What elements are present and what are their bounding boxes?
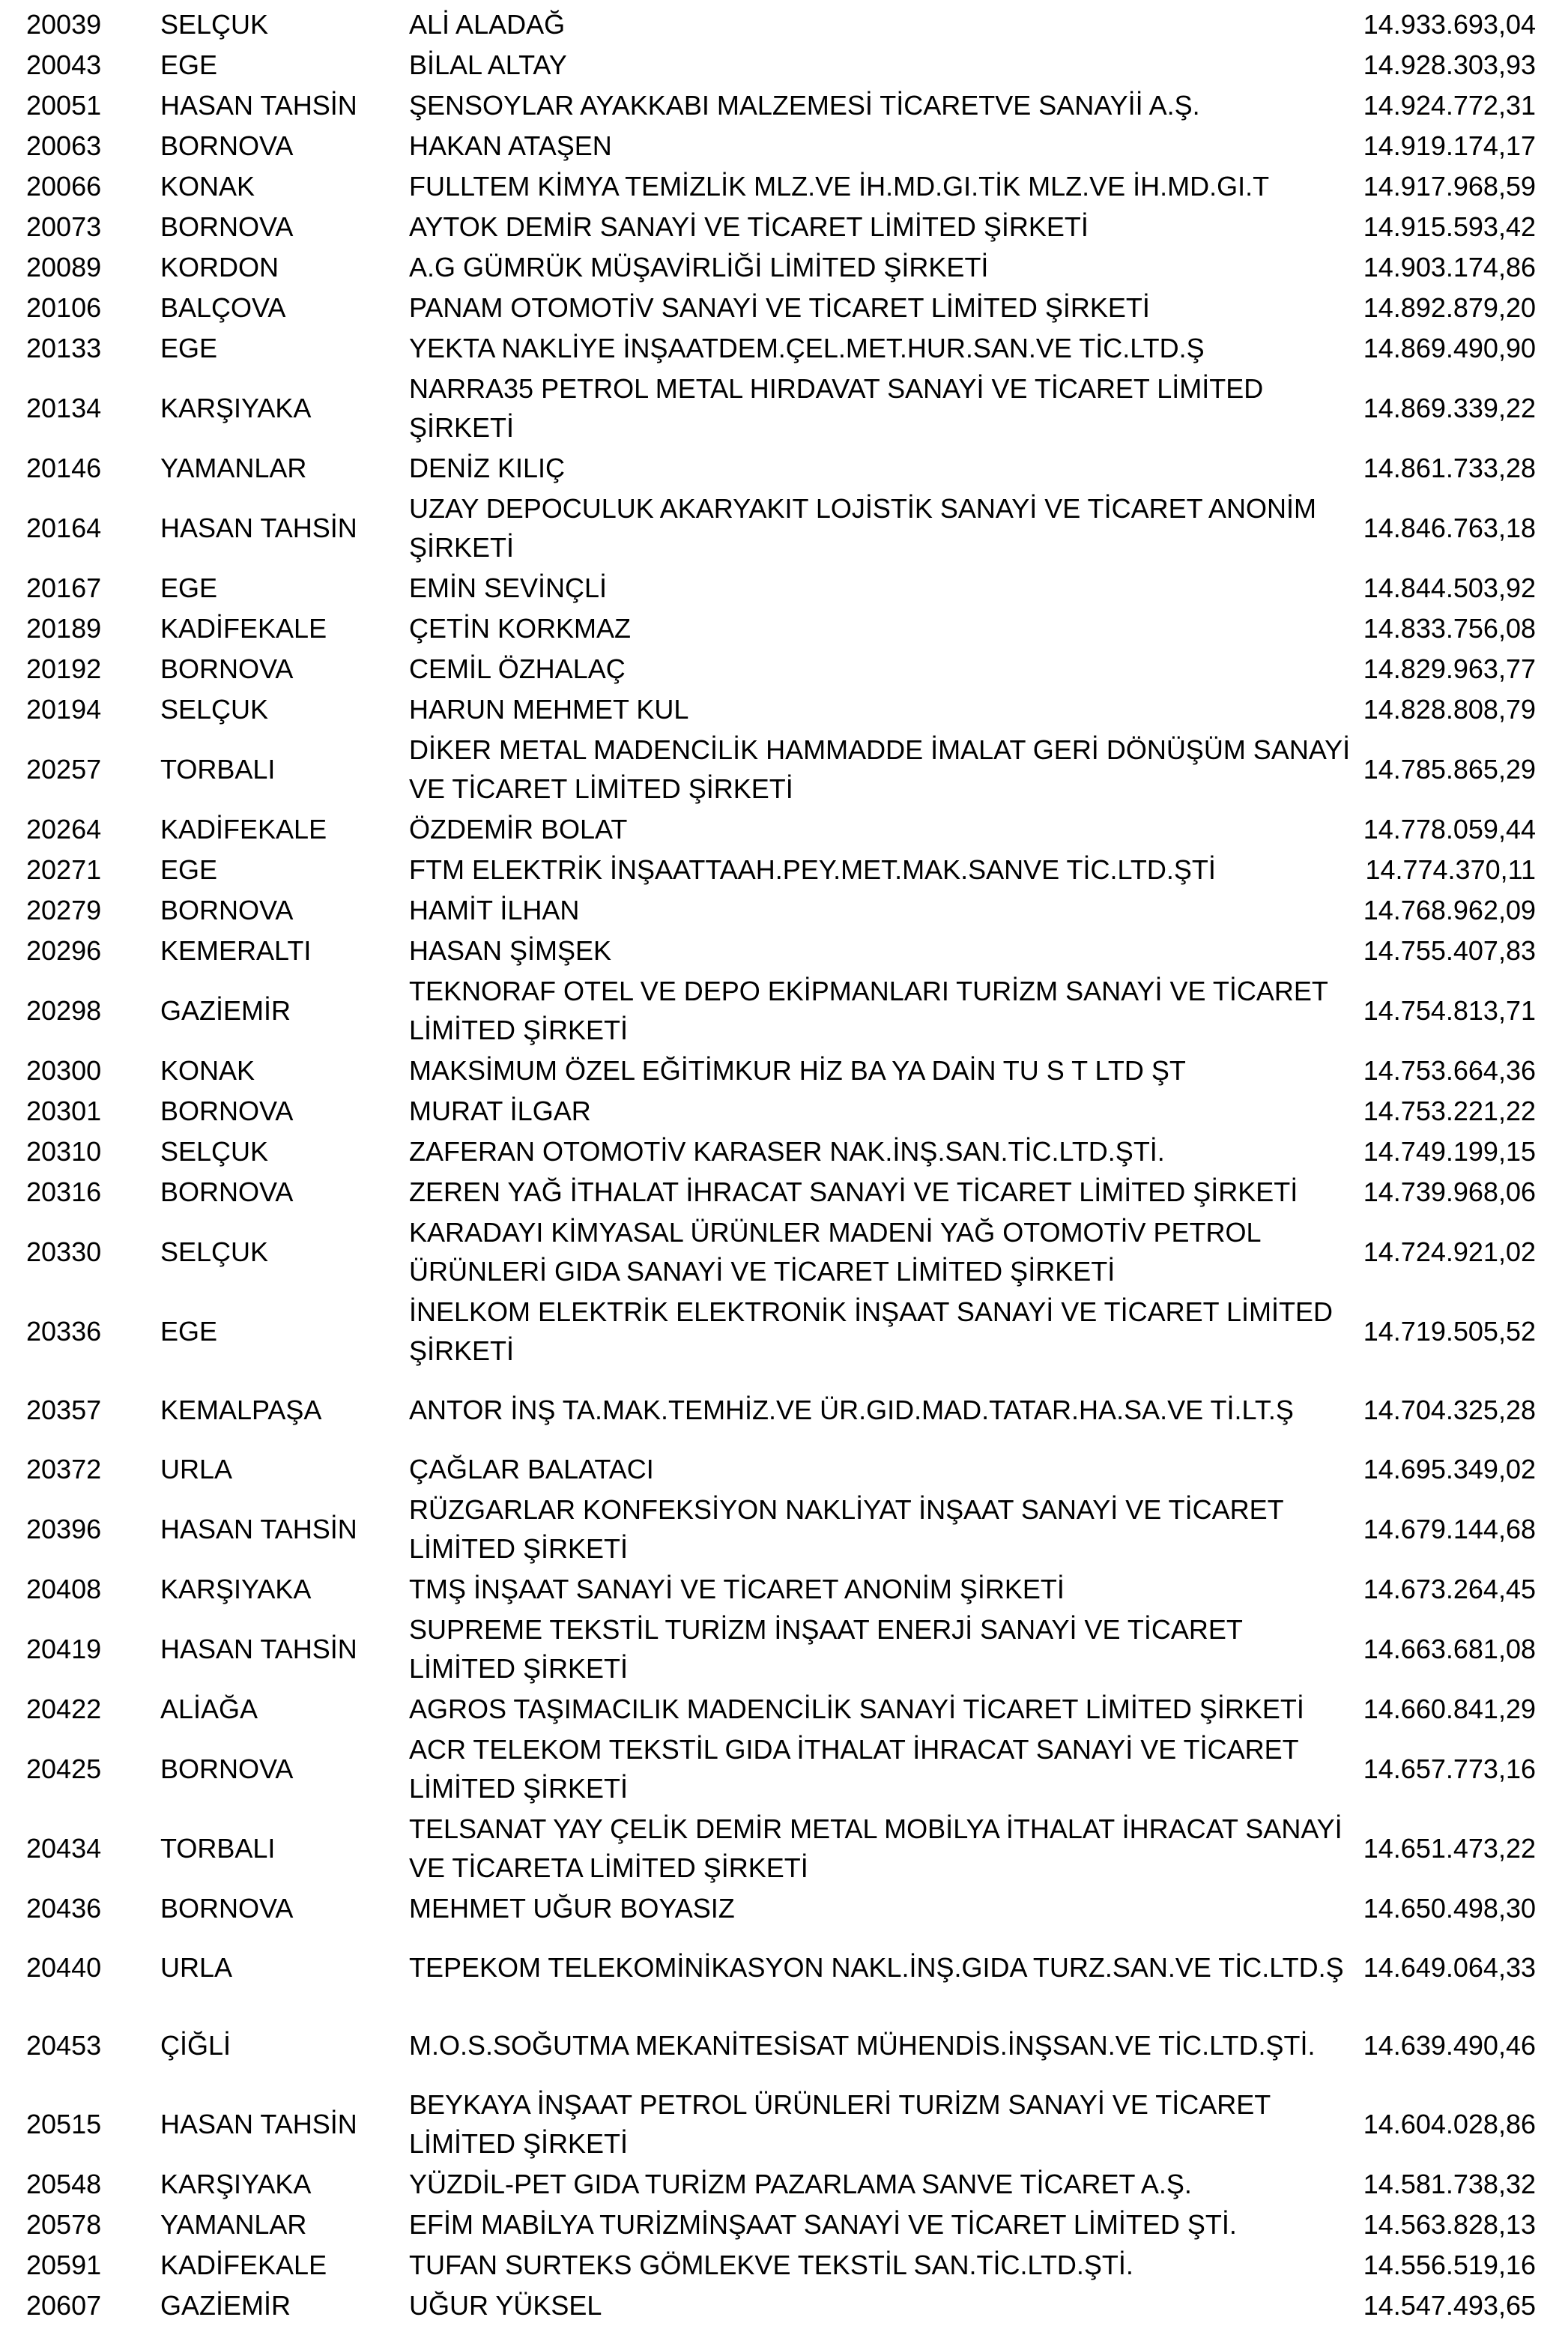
taxpayer-name-cell: ACR TELEKOM TEKSTİL GIDA İTHALAT İHRACAT SANAYİ VE TİCARET LİMİTED ŞİRKETİ xyxy=(409,1734,1298,1804)
taxpayer-name-cell: YEKTA NAKLİYE İNŞAATDEM.ÇEL.MET.HUR.SAN.VE TİC.LTD.Ş xyxy=(409,333,1205,363)
amount-cell: 14.724.921,02 xyxy=(1363,1236,1536,1267)
taxpayer-name-cell: TMŞ İNŞAAT SANAYİ VE TİCARET ANONİM ŞİRKETİ xyxy=(409,1574,1065,1604)
taxpayer-name-cell: HARUN MEHMET KUL xyxy=(409,694,689,725)
taxpayer-name-cell: MAKSİMUM ÖZEL EĞİTİMKUR HİZ BA YA DAİN TU S T LTD ŞT xyxy=(409,1055,1186,1086)
taxpayer-name-cell: FULLTEM KİMYA TEMİZLİK MLZ.VE İH.MD.GI.TİK MLZ.VE İH.MD.GI.T xyxy=(409,171,1270,202)
amount-cell: 14.753.664,36 xyxy=(1363,1055,1536,1086)
rank-cell: 20316 xyxy=(26,1176,102,1207)
taxpayer-name-cell: ÇAĞLAR BALATACI xyxy=(409,1454,654,1484)
amount-cell: 14.581.738,32 xyxy=(1363,2169,1536,2199)
amount-cell: 14.869.339,22 xyxy=(1363,393,1536,423)
table-row xyxy=(0,931,1568,971)
table-row xyxy=(0,1212,1568,1292)
table-row xyxy=(0,608,1568,649)
tax-office-cell: SELÇUK xyxy=(160,694,269,725)
taxpayer-name-cell: NARRA35 PETROL METAL HIRDAVAT SANAYİ VE TİCARET LİMİTED ŞİRKETİ xyxy=(409,373,1264,443)
taxpayer-name-cell: ANTOR İNŞ TA.MAK.TEMHİZ.VE ÜR.GID.MAD.TATAR.HA.SA.VE Tİ.LT.Ş xyxy=(409,1395,1294,1425)
rank-cell: 20194 xyxy=(26,694,102,725)
tax-office-cell: BORNOVA xyxy=(160,130,294,161)
table-row xyxy=(0,809,1568,850)
table-row xyxy=(0,2245,1568,2286)
taxpayer-name-cell: EMİN SEVİNÇLİ xyxy=(409,573,608,603)
amount-cell: 14.673.264,45 xyxy=(1363,1574,1536,1604)
rank-cell: 20422 xyxy=(26,1694,102,1724)
tax-office-cell: KADİFEKALE xyxy=(160,814,327,845)
rank-cell: 20357 xyxy=(26,1395,102,1425)
taxpayer-name-cell: CEMİL ÖZHALAÇ xyxy=(409,653,626,684)
table-row xyxy=(0,2007,1568,2085)
rank-cell: 20453 xyxy=(26,2030,102,2061)
table-row xyxy=(0,288,1568,328)
rank-cell: 20336 xyxy=(26,1316,102,1347)
tax-office-cell: SELÇUK xyxy=(160,1136,269,1167)
amount-cell: 14.753.221,22 xyxy=(1363,1096,1536,1126)
tax-office-cell: SELÇUK xyxy=(160,9,269,40)
amount-cell: 14.649.064,33 xyxy=(1363,1952,1536,1983)
taxpayer-name-cell: SUPREME TEKSTİL TURİZM İNŞAAT ENERJİ SANAYİ VE TİCARET LİMİTED ŞİRKETİ xyxy=(409,1614,1243,1684)
rank-cell: 20440 xyxy=(26,1952,102,1983)
table-row xyxy=(0,489,1568,568)
amount-cell: 14.903.174,86 xyxy=(1363,252,1536,283)
tax-office-cell: EGE xyxy=(160,1316,218,1347)
rank-cell: 20607 xyxy=(26,2290,102,2321)
taxpayer-name-cell: EFİM MABİLYA TURİZMİNŞAAT SANAYİ VE TİCARET LİMİTED ŞTİ. xyxy=(409,2209,1237,2240)
tax-office-cell: KONAK xyxy=(160,171,255,202)
rank-cell: 20425 xyxy=(26,1753,102,1784)
amount-cell: 14.695.349,02 xyxy=(1363,1454,1536,1484)
table-row xyxy=(0,1371,1568,1449)
amount-cell: 14.704.325,28 xyxy=(1363,1395,1536,1425)
amount-cell: 14.933.693,04 xyxy=(1363,9,1536,40)
amount-cell: 14.768.962,09 xyxy=(1363,895,1536,925)
table-row xyxy=(0,369,1568,448)
table-row xyxy=(0,2205,1568,2245)
table-row xyxy=(0,1172,1568,1212)
tax-office-cell: HASAN TAHSİN xyxy=(160,1514,357,1544)
table-row xyxy=(0,2164,1568,2205)
tax-office-cell: YAMANLAR xyxy=(160,453,307,483)
amount-cell: 14.869.490,90 xyxy=(1363,333,1536,363)
amount-cell: 14.754.813,71 xyxy=(1363,995,1536,1026)
tax-office-cell: KADİFEKALE xyxy=(160,2250,327,2280)
tax-office-cell: BORNOVA xyxy=(160,653,294,684)
tax-office-cell: BALÇOVA xyxy=(160,292,286,323)
tax-office-cell: GAZİEMİR xyxy=(160,2290,291,2321)
rank-cell: 20039 xyxy=(26,9,102,40)
taxpayer-name-cell: ZEREN YAĞ İTHALAT İHRACAT SANAYİ VE TİCARET LİMİTED ŞİRKETİ xyxy=(409,1176,1298,1207)
amount-cell: 14.547.493,65 xyxy=(1363,2290,1536,2321)
tax-office-cell: KARŞIYAKA xyxy=(160,1574,312,1604)
taxpayer-name-cell: A.G GÜMRÜK MÜŞAVİRLİĞİ LİMİTED ŞİRKETİ xyxy=(409,252,989,283)
rank-cell: 20192 xyxy=(26,653,102,684)
taxpayer-name-cell: MEHMET UĞUR BOYASIZ xyxy=(409,1893,735,1924)
rank-cell: 20298 xyxy=(26,995,102,1026)
amount-cell: 14.785.865,29 xyxy=(1363,754,1536,785)
taxpayer-name-cell: UĞUR YÜKSEL xyxy=(409,2290,602,2321)
table-row xyxy=(0,448,1568,489)
amount-cell: 14.828.808,79 xyxy=(1363,694,1536,725)
amount-cell: 14.679.144,68 xyxy=(1363,1514,1536,1544)
rank-cell: 20300 xyxy=(26,1055,102,1086)
tax-office-cell: EGE xyxy=(160,854,218,885)
table-row xyxy=(0,730,1568,809)
taxpayer-name-cell: KARADAYI KİMYASAL ÜRÜNLER MADENİ YAĞ OTOMOTİV PETROL ÜRÜNLERİ GIDA SANAYİ VE TİCARET LİMİTED ŞİRKETİ xyxy=(409,1217,1261,1287)
taxpayer-name-cell: ÇETİN KORKMAZ xyxy=(409,613,632,644)
rank-cell: 20051 xyxy=(26,90,102,121)
rank-cell: 20372 xyxy=(26,1454,102,1484)
taxpayer-name-cell: HAMİT İLHAN xyxy=(409,895,580,925)
tax-office-cell: GAZİEMİR xyxy=(160,995,291,1026)
amount-cell: 14.556.519,16 xyxy=(1363,2250,1536,2280)
amount-cell: 14.919.174,17 xyxy=(1363,130,1536,161)
rank-cell: 20296 xyxy=(26,935,102,966)
amount-cell: 14.915.593,42 xyxy=(1363,211,1536,242)
tax-office-cell: HASAN TAHSİN xyxy=(160,513,357,543)
amount-cell: 14.829.963,77 xyxy=(1363,653,1536,684)
rank-cell: 20189 xyxy=(26,613,102,644)
rank-cell: 20106 xyxy=(26,292,102,323)
table-row xyxy=(0,126,1568,166)
amount-cell: 14.604.028,86 xyxy=(1363,2109,1536,2139)
table-row xyxy=(0,649,1568,689)
table-row xyxy=(0,1051,1568,1091)
tax-office-cell: TORBALI xyxy=(160,754,276,785)
rank-cell: 20310 xyxy=(26,1136,102,1167)
debtor-table xyxy=(0,4,1568,2326)
taxpayer-name-cell: RÜZGARLAR KONFEKSİYON NAKLİYAT İNŞAAT SANAYİ VE TİCARET LİMİTED ŞİRKETİ xyxy=(409,1494,1283,1564)
rank-cell: 20164 xyxy=(26,513,102,543)
taxpayer-name-cell: BİLAL ALTAY xyxy=(409,49,567,80)
rank-cell: 20515 xyxy=(26,2109,102,2139)
tax-office-cell: KEMERALTI xyxy=(160,935,312,966)
tax-office-cell: HASAN TAHSİN xyxy=(160,1634,357,1664)
table-row xyxy=(0,207,1568,247)
taxpayer-name-cell: DENİZ KILIÇ xyxy=(409,453,566,483)
taxpayer-name-cell: TEKNORAF OTEL VE DEPO EKİPMANLARI TURİZM SANAYİ VE TİCARET LİMİTED ŞİRKETİ xyxy=(409,976,1328,1045)
taxpayer-name-cell: TELSANAT YAY ÇELİK DEMİR METAL MOBİLYA İTHALAT İHRACAT SANAYİ VE TİCARETA LİMİTED ŞİRKETİ xyxy=(409,1813,1343,1883)
rank-cell: 20264 xyxy=(26,814,102,845)
table-row xyxy=(0,247,1568,288)
tax-office-cell: ÇİĞLİ xyxy=(160,2030,231,2061)
rank-cell: 20073 xyxy=(26,211,102,242)
taxpayer-name-cell: ZAFERAN OTOMOTİV KARASER NAK.İNŞ.SAN.TİC.LTD.ŞTİ. xyxy=(409,1136,1165,1167)
rank-cell: 20066 xyxy=(26,171,102,202)
taxpayer-name-cell: HAKAN ATAŞEN xyxy=(409,130,612,161)
tax-office-cell: KEMALPAŞA xyxy=(160,1395,322,1425)
table-row xyxy=(0,1730,1568,1809)
table-row xyxy=(0,45,1568,85)
amount-cell: 14.833.756,08 xyxy=(1363,613,1536,644)
taxpayer-name-cell: İNELKOM ELEKTRİK ELEKTRONİK İNŞAAT SANAYİ VE TİCARET LİMİTED ŞİRKETİ xyxy=(409,1296,1333,1366)
table-row xyxy=(0,4,1568,45)
tax-office-cell: BORNOVA xyxy=(160,1893,294,1924)
table-row xyxy=(0,1449,1568,1490)
taxpayer-name-cell: ÖZDEMİR BOLAT xyxy=(409,814,628,845)
rank-cell: 20279 xyxy=(26,895,102,925)
tax-office-cell: URLA xyxy=(160,1454,233,1484)
tax-office-cell: BORNOVA xyxy=(160,211,294,242)
tax-office-cell: BORNOVA xyxy=(160,1753,294,1784)
amount-cell: 14.924.772,31 xyxy=(1363,90,1536,121)
amount-cell: 14.774.370,11 xyxy=(1365,854,1536,885)
table-row xyxy=(0,1929,1568,2007)
tax-office-cell: HASAN TAHSİN xyxy=(160,2109,357,2139)
rank-cell: 20271 xyxy=(26,854,102,885)
rank-cell: 20257 xyxy=(26,754,102,785)
table-row xyxy=(0,971,1568,1051)
amount-cell: 14.846.763,18 xyxy=(1363,513,1536,543)
table-row xyxy=(0,2286,1568,2326)
rank-cell: 20133 xyxy=(26,333,102,363)
rank-cell: 20167 xyxy=(26,573,102,603)
amount-cell: 14.917.968,59 xyxy=(1363,171,1536,202)
taxpayer-name-cell: ALİ ALADAĞ xyxy=(409,9,566,40)
taxpayer-name-cell: YÜZDİL-PET GIDA TURİZM PAZARLAMA SANVE TİCARET A.Ş. xyxy=(409,2169,1192,2199)
table-row xyxy=(0,1132,1568,1172)
table-row xyxy=(0,1091,1568,1132)
amount-cell: 14.749.199,15 xyxy=(1363,1136,1536,1167)
rank-cell: 20591 xyxy=(26,2250,102,2280)
taxpayer-name-cell: AGROS TAŞIMACILIK MADENCİLİK SANAYİ TİCARET LİMİTED ŞİRKETİ xyxy=(409,1694,1304,1724)
table-row xyxy=(0,1569,1568,1610)
taxpayer-name-cell: BEYKAYA İNŞAAT PETROL ÜRÜNLERİ TURİZM SANAYİ VE TİCARET LİMİTED ŞİRKETİ xyxy=(409,2089,1271,2159)
table-row xyxy=(0,1888,1568,1929)
amount-cell: 14.660.841,29 xyxy=(1363,1694,1536,1724)
table-row xyxy=(0,1292,1568,1371)
amount-cell: 14.563.828,13 xyxy=(1363,2209,1536,2240)
tax-office-cell: KONAK xyxy=(160,1055,255,1086)
rank-cell: 20396 xyxy=(26,1514,102,1544)
tax-office-cell: URLA xyxy=(160,1952,233,1983)
rank-cell: 20301 xyxy=(26,1096,102,1126)
rank-cell: 20063 xyxy=(26,130,102,161)
rank-cell: 20434 xyxy=(26,1833,102,1864)
tax-office-cell: KORDON xyxy=(160,252,279,283)
tax-office-cell: KARŞIYAKA xyxy=(160,2169,312,2199)
amount-cell: 14.778.059,44 xyxy=(1363,814,1536,845)
rank-cell: 20436 xyxy=(26,1893,102,1924)
rank-cell: 20578 xyxy=(26,2209,102,2240)
taxpayer-name-cell: HASAN ŞİMŞEK xyxy=(409,935,612,966)
rank-cell: 20408 xyxy=(26,1574,102,1604)
amount-cell: 14.657.773,16 xyxy=(1363,1753,1536,1784)
rank-cell: 20330 xyxy=(26,1236,102,1267)
tax-office-cell: KARŞIYAKA xyxy=(160,393,312,423)
taxpayer-name-cell: TUFAN SURTEKS GÖMLEKVE TEKSTİL SAN.TİC.LTD.ŞTİ. xyxy=(409,2250,1133,2280)
tax-office-cell: EGE xyxy=(160,573,218,603)
tax-office-cell: ALİAĞA xyxy=(160,1694,258,1724)
taxpayer-name-cell: MURAT İLGAR xyxy=(409,1096,591,1126)
tax-office-cell: BORNOVA xyxy=(160,1176,294,1207)
taxpayer-name-cell: PANAM OTOMOTİV SANAYİ VE TİCARET LİMİTED ŞİRKETİ xyxy=(409,292,1150,323)
table-row xyxy=(0,1610,1568,1689)
amount-cell: 14.861.733,28 xyxy=(1363,453,1536,483)
table-row xyxy=(0,568,1568,608)
tax-office-cell: SELÇUK xyxy=(160,1236,269,1267)
table-row xyxy=(0,850,1568,890)
amount-cell: 14.663.681,08 xyxy=(1363,1634,1536,1664)
table-row xyxy=(0,85,1568,126)
rank-cell: 20548 xyxy=(26,2169,102,2199)
amount-cell: 14.928.303,93 xyxy=(1363,49,1536,80)
taxpayer-name-cell: M.O.S.SOĞUTMA MEKANİTESİSAT MÜHENDİS.İNŞSAN.VE TİC.LTD.ŞTİ. xyxy=(409,2030,1316,2061)
table-row xyxy=(0,2085,1568,2164)
table-row xyxy=(0,328,1568,369)
amount-cell: 14.844.503,92 xyxy=(1363,573,1536,603)
table-row xyxy=(0,1689,1568,1730)
tax-office-cell: EGE xyxy=(160,49,218,80)
tax-office-cell: TORBALI xyxy=(160,1833,276,1864)
taxpayer-name-cell: ŞENSOYLAR AYAKKABI MALZEMESİ TİCARETVE SANAYİİ A.Ş. xyxy=(409,90,1200,121)
tax-office-cell: EGE xyxy=(160,333,218,363)
amount-cell: 14.739.968,06 xyxy=(1363,1176,1536,1207)
amount-cell: 14.650.498,30 xyxy=(1363,1893,1536,1924)
taxpayer-name-cell: TEPEKOM TELEKOMİNİKASYON NAKL.İNŞ.GIDA TURZ.SAN.VE TİC.LTD.Ş xyxy=(409,1952,1344,1983)
table-row xyxy=(0,1490,1568,1569)
table-row xyxy=(0,689,1568,730)
tax-office-cell: YAMANLAR xyxy=(160,2209,307,2240)
amount-cell: 14.755.407,83 xyxy=(1363,935,1536,966)
taxpayer-name-cell: UZAY DEPOCULUK AKARYAKIT LOJİSTİK SANAYİ VE TİCARET ANONİM ŞİRKETİ xyxy=(409,493,1317,563)
rank-cell: 20089 xyxy=(26,252,102,283)
taxpayer-name-cell: DİKER METAL MADENCİLİK HAMMADDE İMALAT GERİ DÖNÜŞÜM SANAYİ VE TİCARET LİMİTED ŞİRKETİ xyxy=(409,734,1351,804)
amount-cell: 14.892.879,20 xyxy=(1363,292,1536,323)
amount-cell: 14.651.473,22 xyxy=(1363,1833,1536,1864)
table-row xyxy=(0,1809,1568,1888)
tax-office-cell: BORNOVA xyxy=(160,1096,294,1126)
tax-office-cell: HASAN TAHSİN xyxy=(160,90,357,121)
taxpayer-name-cell: FTM ELEKTRİK İNŞAATTAAH.PEY.MET.MAK.SANVE TİC.LTD.ŞTİ xyxy=(409,854,1216,885)
tax-office-cell: BORNOVA xyxy=(160,895,294,925)
amount-cell: 14.719.505,52 xyxy=(1363,1316,1536,1347)
table-row xyxy=(0,890,1568,931)
rank-cell: 20043 xyxy=(26,49,102,80)
amount-cell: 14.639.490,46 xyxy=(1363,2030,1536,2061)
table-row xyxy=(0,166,1568,207)
tax-office-cell: KADİFEKALE xyxy=(160,613,327,644)
rank-cell: 20134 xyxy=(26,393,102,423)
taxpayer-name-cell: AYTOK DEMİR SANAYİ VE TİCARET LİMİTED ŞİRKETİ xyxy=(409,211,1089,242)
rank-cell: 20146 xyxy=(26,453,102,483)
rank-cell: 20419 xyxy=(26,1634,102,1664)
